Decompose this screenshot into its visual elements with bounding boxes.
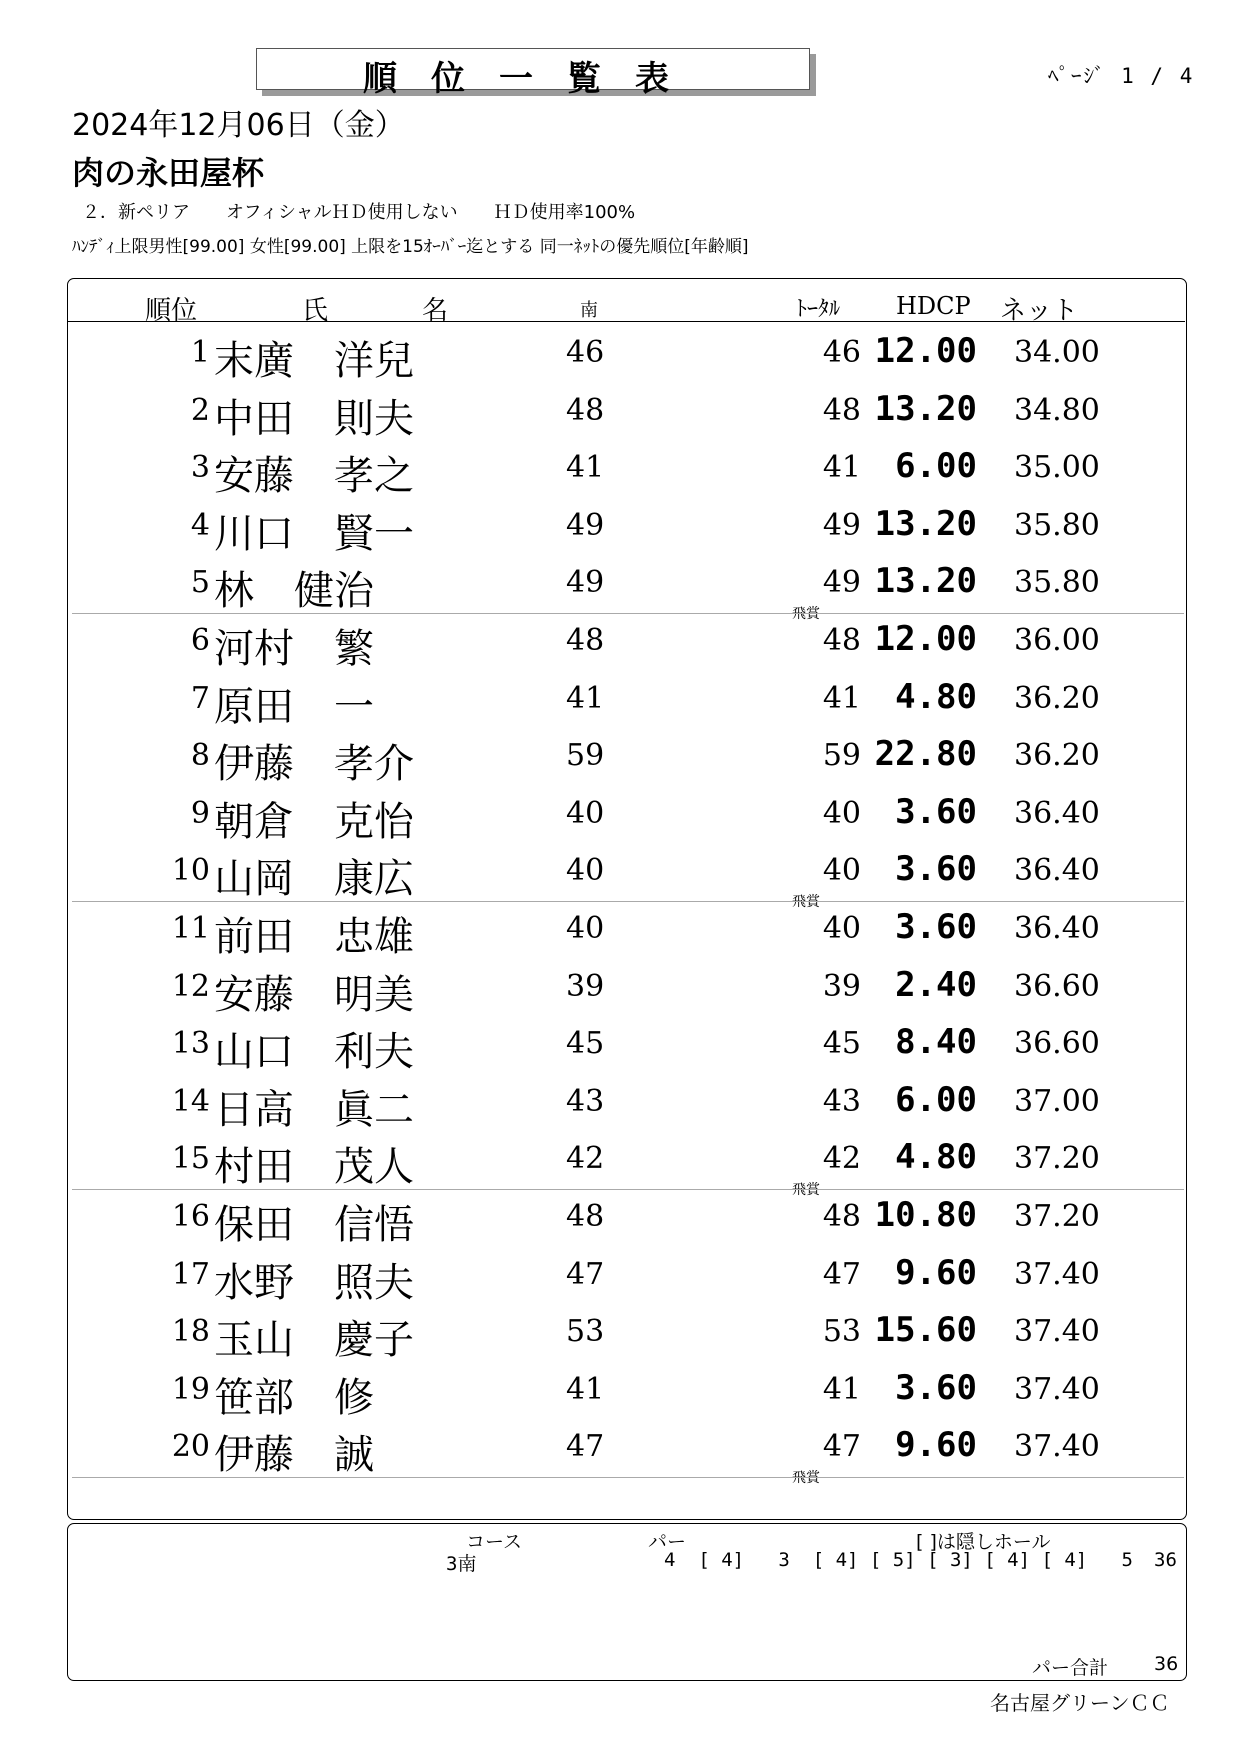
net-score: 36.20 [1014,681,1100,716]
rank-cell: 11 [171,911,210,946]
course-score: 48 [566,393,605,428]
net-score: 37.40 [1014,1429,1100,1464]
net-score: 37.00 [1014,1084,1100,1119]
handicap: 13.20 [874,389,977,429]
column-header-hdcp: HDCP [896,292,971,320]
handicap: 13.20 [874,504,977,544]
group-divider [72,901,1184,902]
net-score: 35.80 [1014,565,1100,600]
hole-pars: 4 [ 4] 3 [ 4] [ 5] [ 3] [ 4] [ 4] 5 [664,1549,1133,1571]
handicap: 8.40 [895,1022,977,1062]
rank-cell: 3 [190,450,210,485]
total-score: 41 [822,450,861,485]
player-name: 原田 一 [214,684,374,730]
rank-cell: 14 [171,1084,210,1119]
page-number: ﾍﾟｰｼﾞ 1 / 4 [1048,64,1195,88]
total-score: 40 [822,853,861,888]
table-row [0,673,1241,731]
table-row [0,1364,1241,1422]
rank-cell: 7 [190,681,210,716]
par-label: パー [648,1531,687,1553]
event-name: 肉の永田屋杯 [72,154,265,192]
table-row [0,961,1241,1019]
player-name: 安藤 明美 [214,972,414,1018]
header-divider [68,321,1185,322]
handicap: 15.60 [874,1310,977,1350]
player-name: 笹部 修 [214,1375,374,1421]
rank-cell: 19 [171,1372,210,1407]
course-score: 53 [566,1314,605,1349]
player-name: 安藤 孝之 [214,453,414,499]
net-score: 35.80 [1014,508,1100,543]
total-score: 41 [822,1372,861,1407]
table-row [0,788,1241,846]
handicap: 6.00 [895,446,977,486]
course-score: 49 [566,565,605,600]
player-name: 中田 則夫 [214,396,414,442]
course-score: 48 [566,623,605,658]
handicap: 4.80 [895,677,977,717]
total-score: 48 [822,623,861,658]
course-score: 41 [566,681,605,716]
handicap: 9.60 [895,1253,977,1293]
player-name: 村田 茂人 [214,1144,414,1190]
par-total-label: パー合計 [1032,1657,1109,1679]
title-box [256,48,810,99]
rules-line-1: ２．新ペリア オフィシャルＨＤ使用しない ＨＤ使用率100% [82,202,636,223]
total-score: 49 [822,508,861,543]
rank-cell: 15 [171,1141,210,1176]
player-name: 朝倉 克怡 [214,799,414,845]
handicap: 3.60 [895,1368,977,1408]
player-name: 山岡 康広 [214,856,414,902]
table-row [0,903,1241,961]
total-score: 53 [822,1314,861,1349]
rank-cell: 4 [190,508,210,543]
rank-cell: 6 [190,623,210,658]
net-score: 34.00 [1014,335,1100,370]
player-name: 玉山 慶子 [214,1317,414,1363]
table-row [0,385,1241,443]
rank-cell: 13 [171,1026,210,1061]
tobi-prize-mark: 飛賞 [792,1182,820,1198]
hidden-hole-note: [ ]は隠しホール [916,1531,1051,1553]
handicap: 22.80 [874,734,977,774]
handicap: 2.40 [895,965,977,1005]
course-score: 46 [566,335,605,370]
tobi-prize-mark: 飛賞 [792,606,820,622]
table-row [0,615,1241,673]
rank-cell: 17 [171,1257,210,1292]
total-score: 40 [822,911,861,946]
table-row [0,1306,1241,1364]
table-row [0,1018,1241,1076]
total-score: 39 [822,969,861,1004]
table-row [0,845,1241,910]
handicap: 6.00 [895,1080,977,1120]
table-row [0,1191,1241,1249]
column-header-name-1: 氏 [302,296,329,326]
player-name: 林 健治 [214,568,374,614]
total-score: 42 [822,1141,861,1176]
page-title: 順位一覧表 [363,59,703,99]
handicap: 10.80 [874,1195,977,1235]
column-header-net: ネット [1000,296,1079,326]
net-score: 36.40 [1014,853,1100,888]
course-score: 42 [566,1141,605,1176]
table-row [0,557,1241,622]
course-score: 48 [566,1199,605,1234]
total-score: 47 [822,1257,861,1292]
player-name: 山口 利夫 [214,1029,414,1075]
net-score: 37.40 [1014,1372,1100,1407]
rank-cell: 18 [171,1314,210,1349]
group-divider [72,613,1184,614]
course-score: 40 [566,853,605,888]
course-score: 43 [566,1084,605,1119]
net-score: 34.80 [1014,393,1100,428]
player-name: 前田 忠雄 [214,914,414,960]
handicap: 12.00 [874,331,977,371]
handicap: 13.20 [874,561,977,601]
net-score: 36.60 [1014,1026,1100,1061]
tobi-prize-mark: 飛賞 [792,1470,820,1486]
rank-cell: 8 [190,738,210,773]
table-row [0,1249,1241,1307]
net-score: 35.00 [1014,450,1100,485]
handicap: 9.60 [895,1425,977,1465]
player-name: 日高 眞二 [214,1087,414,1133]
net-score: 37.20 [1014,1141,1100,1176]
group-divider [72,1189,1184,1190]
rules-line-2: ﾊﾝﾃﾞｨ上限男性[99.00] 女性[99.00] 上限を15ｵｰﾊﾞｰ迄とする 同一ﾈｯﾄの優先順位[年齢順] [72,237,749,257]
net-score: 36.40 [1014,796,1100,831]
handicap: 3.60 [895,849,977,889]
net-score: 36.40 [1014,911,1100,946]
player-name: 末廣 洋兒 [214,338,414,384]
column-header-total: ﾄｰﾀﾙ [796,297,841,322]
table-row [0,730,1241,788]
player-name: 伊藤 誠 [214,1432,374,1478]
table-row [0,1133,1241,1198]
course-score: 47 [566,1257,605,1292]
course-score: 59 [566,738,605,773]
total-score: 47 [822,1429,861,1464]
course-par-total: 36 [1154,1549,1177,1571]
player-name: 河村 繁 [214,626,374,672]
rank-cell: 9 [190,796,210,831]
course-score: 47 [566,1429,605,1464]
player-name: 伊藤 孝介 [214,741,414,787]
player-name: 水野 照夫 [214,1260,414,1306]
rank-cell: 10 [171,853,210,888]
handicap: 12.00 [874,619,977,659]
rank-cell: 1 [190,335,210,370]
par-total-value: 36 [1154,1653,1179,1675]
course-score: 41 [566,450,605,485]
total-score: 46 [822,335,861,370]
rank-cell: 12 [171,969,210,1004]
handicap: 3.60 [895,792,977,832]
rank-cell: 2 [190,393,210,428]
net-score: 37.40 [1014,1314,1100,1349]
net-score: 37.20 [1014,1199,1100,1234]
total-score: 40 [822,796,861,831]
rank-cell: 16 [171,1199,210,1234]
course-score: 39 [566,969,605,1004]
player-name: 保田 信悟 [214,1202,414,1248]
column-header-rank: 順位 [145,296,198,326]
total-score: 48 [822,1199,861,1234]
total-score: 59 [822,738,861,773]
event-date: 2024年12月06日（金） [72,108,405,143]
net-score: 36.20 [1014,738,1100,773]
group-divider [72,1477,1184,1478]
player-name: 川口 賢一 [214,511,414,557]
total-score: 49 [822,565,861,600]
tobi-prize-mark: 飛賞 [792,894,820,910]
column-header-name-2: 名 [422,296,449,326]
table-row [0,1076,1241,1134]
course-name: 3南 [446,1553,477,1575]
course-score: 40 [566,796,605,831]
course-label: コース [466,1531,523,1553]
table-row [0,442,1241,500]
rank-cell: 5 [190,565,210,600]
total-score: 48 [822,393,861,428]
club-name: 名古屋グリーンＣＣ [990,1691,1170,1715]
rank-cell: 20 [171,1429,210,1464]
net-score: 36.00 [1014,623,1100,658]
total-score: 41 [822,681,861,716]
handicap: 4.80 [895,1137,977,1177]
course-score: 41 [566,1372,605,1407]
total-score: 43 [822,1084,861,1119]
table-row [0,327,1241,385]
table-row [0,1421,1241,1486]
course-score: 40 [566,911,605,946]
course-score: 45 [566,1026,605,1061]
handicap: 3.60 [895,907,977,947]
net-score: 37.40 [1014,1257,1100,1292]
net-score: 36.60 [1014,969,1100,1004]
column-header-course: 南 [580,300,598,321]
total-score: 45 [822,1026,861,1061]
course-score: 49 [566,508,605,543]
table-row [0,500,1241,558]
